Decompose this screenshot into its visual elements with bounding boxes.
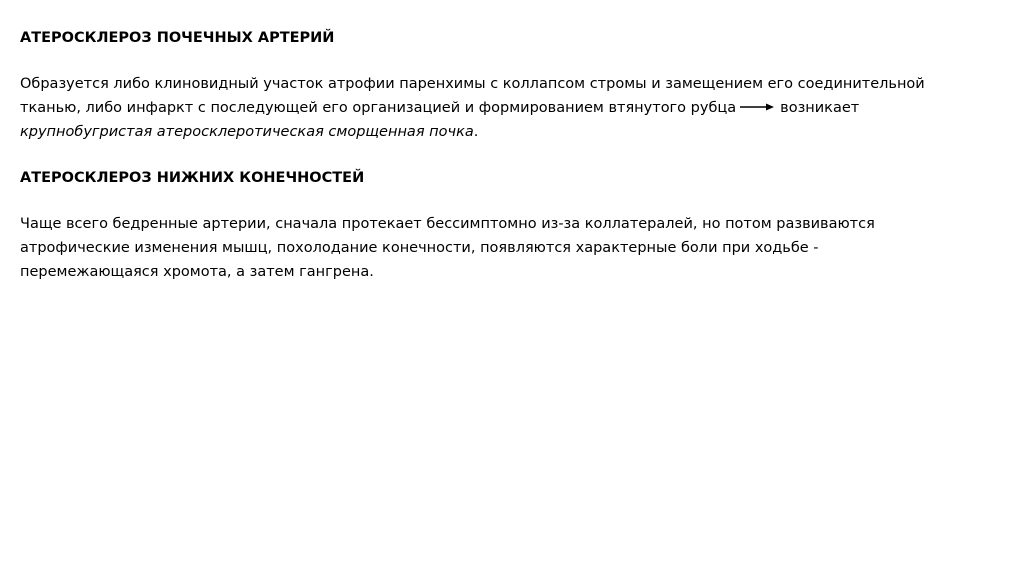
paragraph-line: перемежающаяся хромота, а затем гангрена. [20, 264, 374, 280]
section-paragraph [20, 212, 1000, 284]
section-heading: АТЕРОСКЛЕРОЗ НИЖНИХ КОНЕЧНОСТЕЙ [20, 170, 365, 186]
emphasis-text: крупнобугристая атеросклеротическая сморщенная почка [20, 124, 474, 140]
section-lower-limbs [20, 168, 1000, 284]
paragraph-line [20, 96, 1000, 120]
section-renal-arteries [20, 28, 1000, 144]
paragraph-line: Чаще всего бедренные артерии, сначала протекает бессимптомно из-за коллатералей, но потом развиваются [20, 216, 875, 232]
paragraph-text: . [473, 124, 479, 140]
slide-content [20, 28, 1000, 284]
section-heading: АТЕРОСКЛЕРОЗ ПОЧЕЧНЫХ АРТЕРИЙ [20, 30, 335, 46]
paragraph-text: тканью, либо инфаркт с последующей его организацией и формированием втянутого рубца [20, 100, 737, 116]
paragraph-line: Образуется либо клиновидный участок атрофии паренхимы с коллапсом стромы и замещением его соединительной [20, 76, 925, 92]
section-paragraph [20, 72, 1000, 144]
right-arrow-icon [740, 96, 774, 120]
paragraph-text: возникает [780, 100, 860, 116]
paragraph-line: атрофические изменения мышц, похолодание конечности, появляются характерные боли при ходьбе - [20, 240, 819, 256]
paragraph-line [20, 120, 1000, 144]
